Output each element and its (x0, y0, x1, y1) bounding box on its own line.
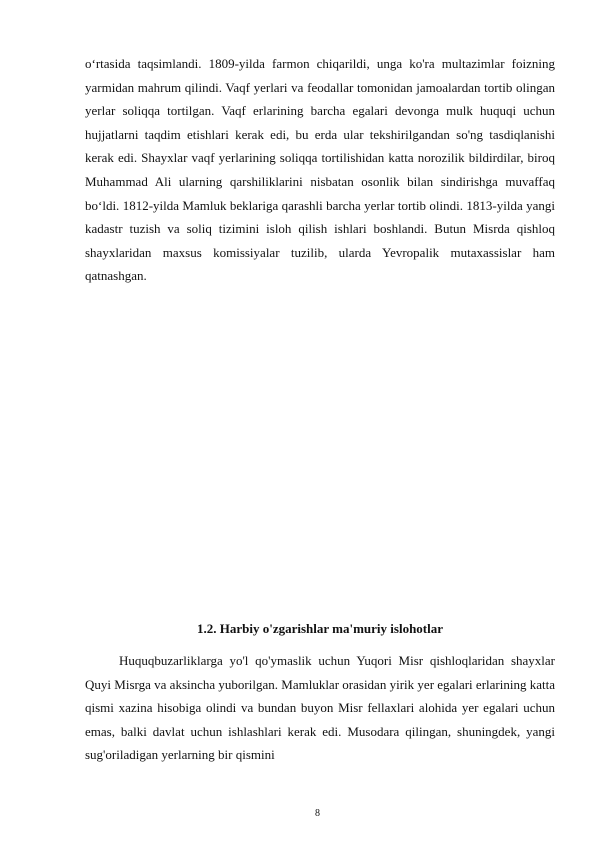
page-number: 8 (315, 808, 320, 819)
body-paragraph-2: Huquqbuzarliklarga yo'l qo'ymaslik uchun Yuqori Misr qishloqlaridan shayxlar Quyi Misrga va aksincha yuborilgan. Mamluklar orasidan yirik yer egalari erlarining katta qismi xazina hisobiga olindi va bundan buyon Misr fellaxlari alohida yer egalari uchun emas, balki davlat uchun ishlashlari kerak edi. Musodara qilingan, shuningdek, yangi sug'oriladigan yerlarning bir qismini (85, 653, 555, 763)
body-paragraph-1: o‘rtasida taqsimlandi. 1809-yilda farmon chiqarildi, unga ko'ra multazimlar foizning yarmidan mahrum qilindi. Vaqf yerlari va feodallar tomonidan jamoalardan tortib olingan yerlar soliqqa tortilgan. Vaqf erlarining barcha egalari devonga mulk huquqi uchun hujjatlarni taqdim etishlari kerak edi, bu erda ular tekshirilgandan so'ng tasdiqlanishi kerak edi. Shayxlar vaqf yerlarining soliqqa tortilishidan katta norozilik bildirdilar, biroq Muhammad Ali ularning qarshiliklarini nisbatan osonlik bilan sindirishga muvaffaq bo‘ldi. 1812-yilda Mamluk beklariga qarashli barcha yerlar tortib olindi. 1813-yilda yangi kadastr tuzish va soliq tizimini isloh qilish ishlari boshlandi. Butun Misrda qishloq shayxlaridan maxsus komissiyalar tuzilib, ularda Yevropalik mutaxassislar ham qatnashgan. (85, 56, 555, 284)
section-heading: 1.2. Harbiy o'zgarishlar ma'muriy islohotlar (196, 621, 444, 636)
